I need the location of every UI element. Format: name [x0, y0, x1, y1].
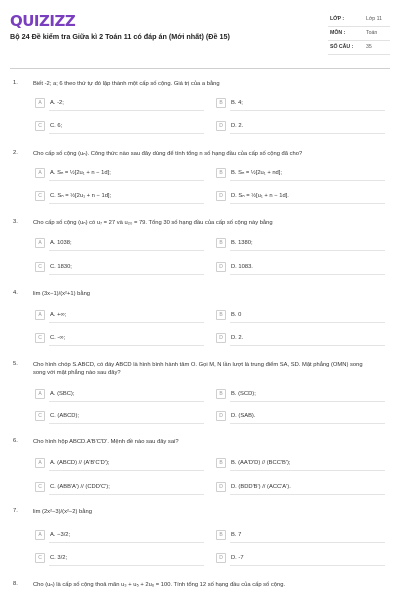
meta-key: SỐ CÂU :: [330, 44, 354, 50]
meta-value: 35: [366, 44, 372, 50]
option-underline: [230, 274, 385, 275]
option-letter: A: [35, 530, 45, 540]
option-underline: [49, 133, 204, 134]
option-text: D. -7: [231, 554, 244, 561]
header-divider: [10, 68, 390, 69]
option-underline: [49, 180, 204, 181]
option-letter: B: [216, 389, 226, 399]
option-text: C. -∞;: [50, 334, 66, 341]
option-text: C. 6;: [50, 122, 63, 129]
option-text: A. +∞;: [50, 311, 67, 318]
option-underline: [49, 401, 204, 402]
option-text: C. Sₙ = ½[2u₁ + n − 1d];: [50, 192, 112, 199]
option-text: D. 2.: [231, 122, 244, 129]
option-letter: A: [35, 458, 45, 468]
option-text: C. 3/2;: [50, 554, 68, 561]
option-underline: [230, 542, 385, 543]
option-text: A. (SBC);: [50, 390, 75, 397]
option-underline: [230, 423, 385, 424]
option-letter: B: [216, 310, 226, 320]
option-underline: [230, 110, 385, 111]
option-letter: D: [216, 262, 226, 272]
meta-row-class: [328, 13, 390, 27]
option-underline: [49, 494, 204, 495]
question-text: Cho cấp số cộng (uₙ) có u₇ = 27 và u₂₀ = 79. Tổng 30 số hạng đầu của cấp số cộng này bằng: [33, 220, 273, 226]
option-underline: [49, 345, 204, 346]
option-text: B. Sₙ = ½[2u₁ + nd];: [231, 169, 282, 176]
option-text: B. (SCD);: [231, 390, 256, 397]
option-text: D. (SAB).: [231, 412, 256, 419]
meta-row-count: [328, 41, 390, 55]
option-text: A. -2;: [50, 99, 64, 106]
option-text: B. 1380;: [231, 239, 253, 246]
question-number: 5.: [13, 361, 18, 367]
option-letter: D: [216, 553, 226, 563]
option-letter: A: [35, 168, 45, 178]
option-underline: [230, 401, 385, 402]
option-text: A. 1038;: [50, 239, 72, 246]
option-underline: [230, 133, 385, 134]
option-letter: C: [35, 191, 45, 201]
option-underline: [49, 203, 204, 204]
meta-table: [328, 13, 390, 55]
meta-key: LỚP :: [330, 16, 345, 22]
question-text: Cho hình hộp ABCD.A'B'C'D'. Mệnh đề nào sau đây sai?: [33, 439, 179, 445]
option-letter: A: [35, 310, 45, 320]
option-letter: B: [216, 238, 226, 248]
question-text: Cho cấp số cộng (uₙ). Công thức nào sau đây dùng để tính tổng n số hạng đầu của cấp số cộng đã cho?: [33, 151, 303, 157]
quizizz-logo: QUIZIZZ: [10, 12, 76, 30]
question-number: 3.: [13, 219, 18, 225]
option-letter: C: [35, 411, 45, 421]
option-letter: C: [35, 482, 45, 492]
page-title: Bộ 24 Đề kiểm tra Giữa kì 2 Toán 11 có đáp án (Mới nhất) (Đề 15): [10, 32, 230, 41]
option-underline: [49, 565, 204, 566]
option-text: B. (AA'D'D) // (BCC'B');: [231, 459, 291, 466]
option-underline: [230, 470, 385, 471]
option-text: D. Sₙ = ½[u₁ + n − 1d].: [231, 192, 289, 199]
option-letter: B: [216, 458, 226, 468]
option-text: A. −3/2;: [50, 531, 71, 538]
option-text: A. Sₙ = ½[2u₁ + n − 1d];: [50, 169, 111, 176]
option-letter: C: [35, 333, 45, 343]
option-text: C. (ABCD);: [50, 412, 79, 419]
option-underline: [230, 322, 385, 323]
question-number: 8.: [13, 581, 18, 587]
option-text: D. 2.: [231, 334, 244, 341]
option-text: B. 7: [231, 531, 242, 538]
option-underline: [230, 180, 385, 181]
option-underline: [49, 274, 204, 275]
question-text: Biết -2; a; 6 theo thứ tự đó lập thành một cấp số cộng. Giá trị của a bằng: [33, 81, 220, 87]
option-underline: [230, 250, 385, 251]
meta-row-subject: [328, 27, 390, 41]
option-text: B. 4;: [231, 99, 243, 106]
meta-value: Toán: [366, 30, 378, 36]
question-number: 2.: [13, 150, 18, 156]
option-underline: [49, 322, 204, 323]
question-number: 4.: [13, 290, 18, 296]
option-letter: D: [216, 121, 226, 131]
option-letter: A: [35, 389, 45, 399]
option-underline: [49, 470, 204, 471]
option-letter: D: [216, 482, 226, 492]
question-number: 7.: [13, 508, 18, 514]
option-letter: D: [216, 191, 226, 201]
question-text: lim (2x²−3)/(x²−2) bằng: [33, 509, 92, 515]
option-letter: C: [35, 121, 45, 131]
option-underline: [49, 542, 204, 543]
meta-key: MÔN :: [330, 30, 346, 36]
option-letter: A: [35, 238, 45, 248]
option-letter: B: [216, 98, 226, 108]
option-letter: B: [216, 168, 226, 178]
meta-value: Lớp 11: [366, 16, 382, 22]
question-number: 1.: [13, 80, 18, 86]
option-text: C. 1830;: [50, 263, 72, 270]
option-text: D. 1083.: [231, 263, 253, 270]
option-letter: D: [216, 333, 226, 343]
option-underline: [230, 494, 385, 495]
option-underline: [49, 423, 204, 424]
option-text: A. (ABCD) // (A'B'C'D');: [50, 459, 110, 466]
option-letter: C: [35, 553, 45, 563]
option-letter: A: [35, 98, 45, 108]
option-letter: C: [35, 262, 45, 272]
option-letter: B: [216, 530, 226, 540]
question-number: 6.: [13, 438, 18, 444]
option-text: D. (BDD'B') // (ACC'A').: [231, 483, 291, 490]
option-text: B. 0: [231, 311, 242, 318]
option-letter: D: [216, 411, 226, 421]
question-text: lim (3x−1)/(x²+1) bằng: [33, 291, 91, 297]
question-text: Cho (uₙ) là cấp số cộng thoả mãn u₃ + u₅ + 2u₆ = 100. Tính tổng 12 số hạng đầu của cấp số cộng.: [33, 582, 286, 588]
question-text: Cho hình chóp S.ABCD, có đáy ABCD là hình bình hành tâm O. Gọi M, N lần lượt là trung điểm SA, SD. Mặt phẳng (OMN) song song với mặt phẳng nào sau đây?: [33, 362, 363, 376]
option-underline: [230, 565, 385, 566]
option-underline: [49, 250, 204, 251]
option-underline: [230, 345, 385, 346]
option-underline: [230, 203, 385, 204]
option-text: C. (ABB'A') // (CDD'C');: [50, 483, 110, 490]
option-underline: [49, 110, 204, 111]
